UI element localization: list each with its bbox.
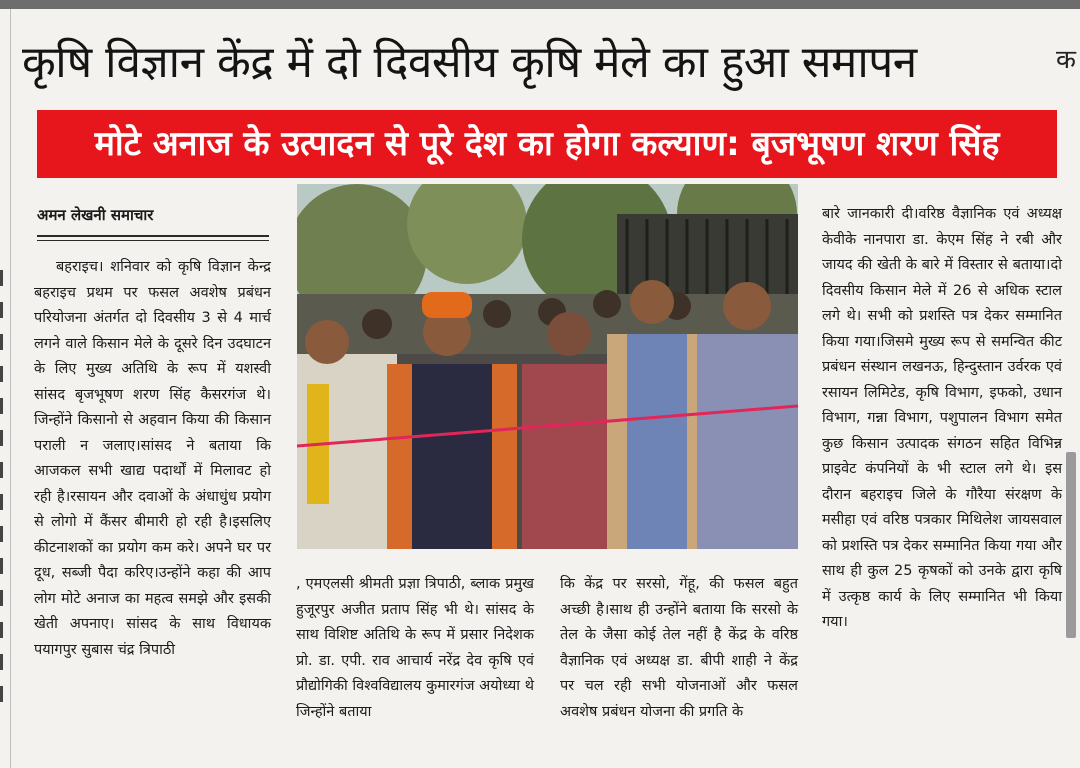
adjacent-headline-fragment: क [1056, 45, 1076, 75]
news-photo-ribbon-cutting [297, 184, 798, 549]
article-column-2: , एमएलसी श्रीमती प्रज्ञा त्रिपाठी, ब्लाक प्रमुख हुजूरपुर अजीत प्रताप सिंह भी थे। सांसद के साथ विशिष्ट अतिथि के रूप में प्रसार निदेशक प्रो. डा. एपी. राव आचार्य नरेंद्र देव कृषि एवं प्रौद्योगिकी विश्वविद्यालय कुमारगंज अयोध्या थे जिन्होंने बताया [296, 576, 534, 720]
article-column-4: बारे जानकारी दी।वरिष्ठ वैज्ञानिक एवं अध्यक्ष केवीके नानपारा डा. केएम सिंह ने रबी और जायद की खेती के बारे में विस्तार से बताया।दो दिवसीय किसान मेले में 26 से अधिक स्टाल लगे थे। सभी को प्रशस्ति पत्र देकर सम्मानित किया गया।जिसमे मुख्य रूप से समन्वित कीट प्रबंधन संस्थान लखनऊ, हिन्दुस्तान उर्वरक एवं रसायन लिमिटेड, कृषि विभाग, इफको, उधान विभाग, गन्ना विभाग, पशुपालन विभाग समेत कुछ किसान उत्पादक संगठन सहित विभिन्न प्राइवेट कंपनियों के भी स्टाल लगे थे। इस दौरान बहराइच जिले के गौरैया संरक्षण के मसीहा एवं वरिष्ठ पत्रकार मिथिलेश जायसवाल को प्रशस्ति पत्र देकर सम्मानित किया गया और साथ ही कुल 25 कृषकों को उनके द्वारा कृषि में उत्कृष्ठ कार्य के लिए सम्मानित भी किया गया। [822, 206, 1062, 630]
viewer-top-bar [0, 0, 1080, 9]
adjacent-column-fragment [0, 270, 8, 718]
headline: कृषि विज्ञान केंद्र में दो दिवसीय कृषि मेले का हुआ समापन [22, 37, 917, 88]
vertical-scrollbar[interactable] [1066, 452, 1076, 638]
article-column-3: कि केंद्र पर सरसो, गेंहू, की फसल बहुत अच्छी है।साथ ही उन्होंने बताया कि सरसो के तेल के जैसा कोई तेल नहीं है केंद्र के वरिष्ठ वैज्ञानिक एवं अध्यक्ष डा. बीपी शाही ने केंद्र पर चल रही सभी योजनाओं और फसल अवशेष प्रबंधन योजना की प्रगति के [560, 576, 798, 720]
subheadline-banner: मोटे अनाज के उत्पादन से पूरे देश का होगा कल्याण: बृजभूषण शरण सिंह [37, 110, 1057, 178]
byline: अमन लेखनी समाचार [37, 203, 269, 237]
article-column-1: बहराइच। शनिवार को कृषि विज्ञान केन्द्र बहराइच प्रथम पर फसल अवशेष प्रबंधन परियोजना अंतर्गत दो दिवसीय 3 से 4 मार्च लगने वाले किसान मेले के दूसरे दिन उदघाटन के लिए मुख्य अतिथि के रूप में यशस्वी सांसद बृजभूषण शरण सिंह कैसरगंज थे। जिन्होंने किसानो से अहवान किया की किसान पराली न जलाए।सांसद ने बताया कि आजकल सभी खाद्य पदार्थों में मिलावट हो रही है।रसायन और दवाओं के अंधाधुंध प्रयोग से लोगो में कैंसर बीमारी हो रही है।इसलिए कीटनाशकों का प्रयोग कम करे। अपने घर पर दूध, सब्जी पैदा करिए।उन्होंने कहा की आप लोग मोटे अनाज का महत्व समझे और इसकी खेती अपनाए। सांसद के साथ विधायक पयागपुर सुबास चंद्र त्रिपाठी [34, 259, 271, 658]
column-divider-left [10, 9, 11, 768]
